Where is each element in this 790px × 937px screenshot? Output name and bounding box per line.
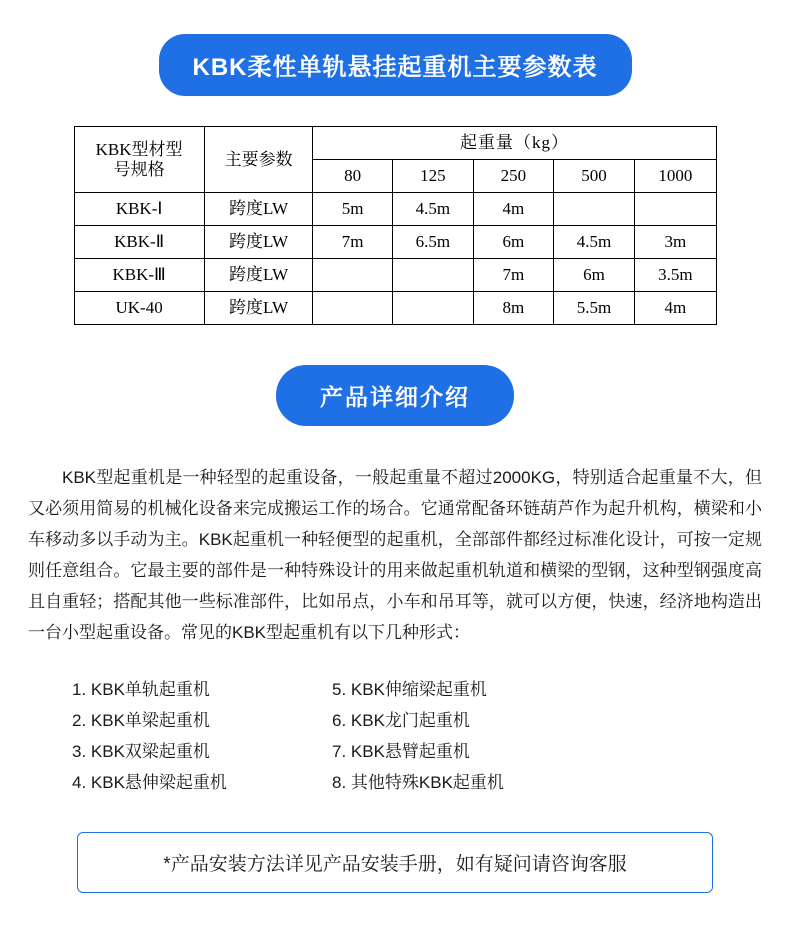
spec-table-container xyxy=(74,126,717,325)
header-capacity-250: 250 xyxy=(473,160,553,193)
intro-paragraph: KBK型起重机是一种轻型的起重设备，一般起重量不超过2000KG，特别适合起重量不大，但又必须用简易的机械化设备来完成搬运工作的场合。它通常配备环链葫芦作为起升机构，横梁和小车移动多以手动为主。KBK起重机一种轻便型的起重机，全部部件都经过标准化设计，可按一定规则任意组合。它最主要的部件是一种特殊设计的用来做起重机轨道和横梁的型钢，这种型钢强度高且自重轻；搭配其他一些标准部件，比如吊点，小车和吊耳等，就可以方便，快速，经济地构造出一台小型起重设备。常见的KBK型起重机有以下几种形式： xyxy=(28,468,762,642)
row-value: 6m xyxy=(473,226,553,259)
list-item: 5. KBK伸缩梁起重机 xyxy=(332,680,487,699)
header-capacity-1000: 1000 xyxy=(635,160,716,193)
row-param: 跨度LW xyxy=(204,292,313,325)
row-value: 4.5m xyxy=(392,193,473,226)
page-title: KBK柔性单轨悬挂起重机主要参数表 xyxy=(159,34,632,96)
row-value: 3m xyxy=(635,226,716,259)
row-value xyxy=(553,193,634,226)
list-item: 4. KBK悬伸梁起重机 xyxy=(72,773,227,792)
row-model: KBK-Ⅲ xyxy=(74,259,204,292)
page-root xyxy=(0,34,790,937)
row-value: 4m xyxy=(635,292,716,325)
crane-types-list xyxy=(72,674,672,798)
table-row xyxy=(74,292,716,325)
header-capacity-80: 80 xyxy=(313,160,392,193)
crane-types-right-column xyxy=(332,674,592,798)
row-value: 6m xyxy=(553,259,634,292)
row-param: 跨度LW xyxy=(204,226,313,259)
header-model-line2: 号规格 xyxy=(113,159,165,179)
section-heading-container xyxy=(0,365,790,426)
list-item: 6. KBK龙门起重机 xyxy=(332,711,470,730)
row-value: 5m xyxy=(313,193,392,226)
header-capacity-125: 125 xyxy=(392,160,473,193)
header-capacity-500: 500 xyxy=(553,160,634,193)
section-heading-product-details: 产品详细介绍 xyxy=(276,365,514,426)
table-header-row-1 xyxy=(74,127,716,160)
spec-table xyxy=(74,126,717,325)
table-row xyxy=(74,259,716,292)
row-value: 4.5m xyxy=(553,226,634,259)
row-model: KBK-Ⅰ xyxy=(74,193,204,226)
list-item: 7. KBK悬臂起重机 xyxy=(332,742,470,761)
row-value: 3.5m xyxy=(635,259,716,292)
list-item: 8. 其他特殊KBK起重机 xyxy=(332,773,504,792)
row-value xyxy=(635,193,716,226)
header-capacity-group: 起重量（kg） xyxy=(313,127,716,160)
table-row xyxy=(74,226,716,259)
row-value: 8m xyxy=(473,292,553,325)
list-item: 2. KBK单梁起重机 xyxy=(72,711,210,730)
row-value: 7m xyxy=(313,226,392,259)
row-value: 5.5m xyxy=(553,292,634,325)
row-value: 7m xyxy=(473,259,553,292)
row-param: 跨度LW xyxy=(204,193,313,226)
row-param: 跨度LW xyxy=(204,259,313,292)
list-item: 1. KBK单轨起重机 xyxy=(72,680,210,699)
header-model-line1: KBK型材型 xyxy=(95,139,183,159)
footer-note-container xyxy=(77,832,713,893)
row-value xyxy=(392,292,473,325)
table-row xyxy=(74,193,716,226)
row-value: 4m xyxy=(473,193,553,226)
row-value: 6.5m xyxy=(392,226,473,259)
row-model: KBK-Ⅱ xyxy=(74,226,204,259)
title-banner-container xyxy=(0,34,790,96)
row-value xyxy=(313,259,392,292)
header-param: 主要参数 xyxy=(204,127,313,193)
header-model xyxy=(74,127,204,193)
crane-types-left-column xyxy=(72,674,332,798)
list-item: 3. KBK双梁起重机 xyxy=(72,742,210,761)
row-value xyxy=(392,259,473,292)
row-model: UK-40 xyxy=(74,292,204,325)
footer-note: *产品安装方法详见产品安装手册，如有疑问请咨询客服 xyxy=(77,832,713,893)
row-value xyxy=(313,292,392,325)
